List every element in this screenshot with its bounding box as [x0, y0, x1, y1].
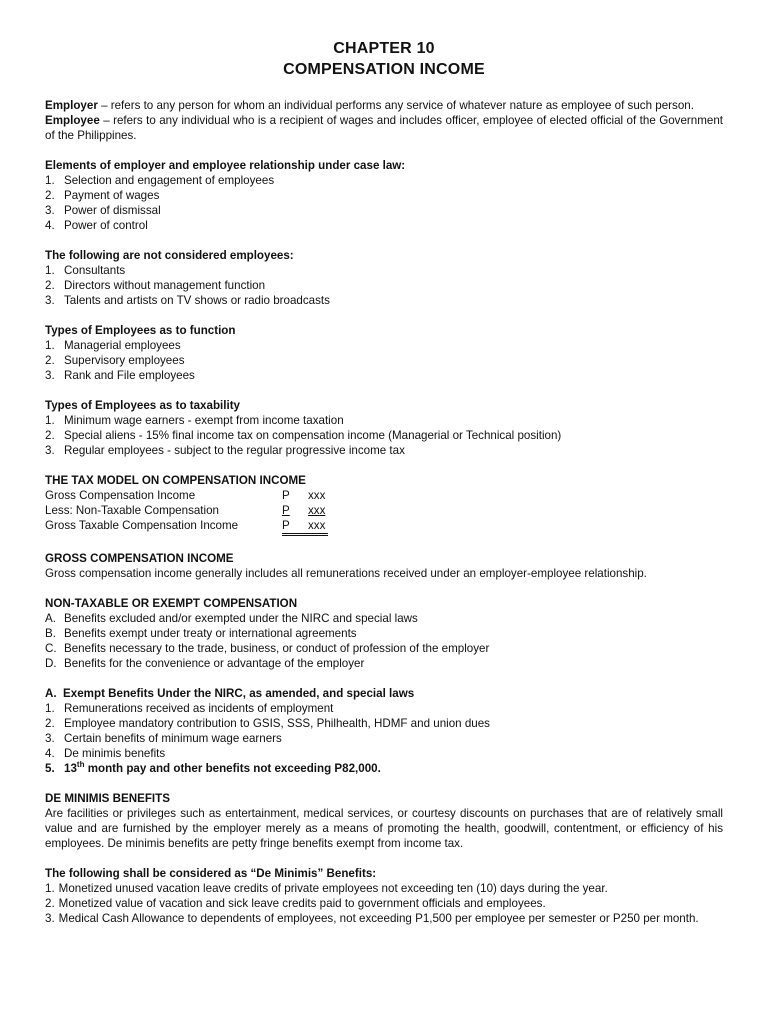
item-suffix: month pay and other benefits not exceeding P82,000.: [84, 762, 381, 775]
list-number: 2.: [45, 429, 55, 442]
list-text: Employee mandatory contribution to GSIS, SSS, Philhealth, HDMF and union dues: [64, 717, 490, 730]
list-letter: B.: [45, 627, 56, 640]
list-text: Benefits excluded and/or exempted under the NIRC and special laws: [64, 612, 418, 625]
list-number: 2.: [45, 897, 55, 910]
list-number: 1.: [45, 174, 55, 187]
list-letter: A.: [45, 612, 56, 625]
list-text: Directors without management function: [64, 279, 266, 292]
list-text: Benefits necessary to the trade, business, or conduct of profession of the employer: [64, 642, 490, 655]
section-tax-model: [45, 473, 723, 536]
not-employees-list: [45, 263, 723, 308]
chapter-header: [45, 38, 723, 80]
list-text: Benefits exempt under treaty or international agreements: [64, 627, 357, 640]
definitions: [45, 98, 723, 143]
types-taxability-list: [45, 413, 723, 458]
list-item: [45, 716, 723, 731]
list-item: [45, 428, 723, 443]
section-heading: The following shall be considered as “De Minimis” Benefits:: [45, 867, 377, 880]
list-text: Monetized value of vacation and sick leave credits paid to government officials and employees.: [58, 897, 546, 910]
row-currency-underlined: [282, 503, 308, 518]
types-function-list: [45, 338, 723, 383]
list-item: [45, 203, 723, 218]
section-heading: NON-TAXABLE OR EXEMPT COMPENSATION: [45, 597, 298, 610]
table-row: [45, 488, 328, 503]
list-text: Remunerations received as incidents of employment: [64, 702, 334, 715]
list-number: 5.: [45, 762, 55, 775]
section-non-taxable: [45, 596, 723, 671]
section-de-minimis: [45, 791, 723, 851]
section-heading: DE MINIMIS BENEFITS: [45, 792, 170, 805]
row-currency-double-underlined: P: [282, 518, 308, 535]
list-number: 4.: [45, 747, 55, 760]
list-item: [45, 746, 723, 761]
row-label: Gross Taxable Compensation Income: [45, 519, 239, 532]
section-elements: [45, 158, 723, 233]
list-text: Managerial employees: [64, 339, 181, 352]
list-number: 1.: [45, 264, 55, 277]
section-heading: [45, 686, 723, 701]
row-value-double-underlined: xxx: [308, 518, 328, 535]
elements-list: [45, 173, 723, 233]
list-text: Monetized unused vacation leave credits of private employees not exceeding ten (10) days during the year.: [58, 882, 608, 895]
list-number: 1.: [45, 882, 55, 895]
section-paragraph: Are facilities or privileges such as entertainment, medical services, or courtesy discounts on purchases that are of relatively small value and are furnished by the employer merely as a means of promoting the health, goodwill, contentment, or efficiency of his employees. De minimis benefits are petty fringe benefits exempt from income tax.: [45, 807, 723, 850]
list-item: [45, 263, 723, 278]
section-heading: GROSS COMPENSATION INCOME: [45, 552, 234, 565]
value-text: xxx: [308, 504, 326, 517]
list-number: 2.: [45, 189, 55, 202]
list-number: 3.: [45, 732, 55, 745]
item-prefix: 13: [64, 762, 77, 775]
list-text: Power of dismissal: [64, 204, 161, 217]
list-text: Payment of wages: [64, 189, 160, 202]
list-item: [45, 611, 723, 626]
list-item: [45, 413, 723, 428]
list-item: [45, 278, 723, 293]
list-item: [45, 188, 723, 203]
row-label: Gross Compensation Income: [45, 489, 196, 502]
list-item: [45, 641, 723, 656]
section-paragraph: Gross compensation income generally includes all remunerations received under an employer-employee relationship.: [45, 567, 647, 580]
list-text: Benefits for the convenience or advantage of the employer: [64, 657, 365, 670]
list-number: 2.: [45, 717, 55, 730]
list-text: De minimis benefits: [64, 747, 166, 760]
list-item: [45, 911, 723, 926]
row-currency: P: [282, 489, 290, 502]
list-text: Consultants: [64, 264, 126, 277]
list-item: [45, 656, 723, 671]
list-number: 3.: [45, 294, 55, 307]
non-taxable-list: [45, 611, 723, 671]
section-types-function: [45, 323, 723, 383]
heading-text: Exempt Benefits Under the NIRC, as amended, and special laws: [63, 687, 415, 700]
list-text: Rank and File employees: [64, 369, 195, 382]
list-item: [45, 881, 723, 896]
list-number: 1.: [45, 414, 55, 427]
list-item: [45, 626, 723, 641]
list-item: [45, 761, 723, 776]
heading-letter: A.: [45, 687, 57, 700]
list-text: Supervisory employees: [64, 354, 185, 367]
section-heading: Types of Employees as to taxability: [45, 399, 241, 412]
list-letter: C.: [45, 642, 57, 655]
section-heading: Types of Employees as to function: [45, 324, 236, 337]
list-item: [45, 701, 723, 716]
list-number: 4.: [45, 219, 55, 232]
list-item: [45, 368, 723, 383]
definition-employee-text: – refers to any individual who is a recipient of wages and includes officer, employee of elected official of the Government of the Philippines.: [45, 114, 723, 142]
list-text: Regular employees - subject to the regular progressive income tax: [64, 444, 405, 457]
list-number: 3.: [45, 444, 55, 457]
definition-employer-text: – refers to any person for whom an individual performs any service of whatever nature as employee of such person.: [97, 99, 694, 112]
item-superscript: th: [76, 760, 85, 770]
list-item: [45, 896, 723, 911]
section-types-taxability: [45, 398, 723, 458]
list-text: Selection and engagement of employees: [64, 174, 275, 187]
list-item: [45, 353, 723, 368]
list-number: 2.: [45, 354, 55, 367]
list-item: [45, 731, 723, 746]
section-not-employees: [45, 248, 723, 308]
list-item: [45, 218, 723, 233]
row-label: Less: Non-Taxable Compensation: [45, 504, 220, 517]
currency-text: P: [282, 504, 290, 517]
table-row: [45, 503, 328, 518]
definition-employer: [45, 98, 723, 113]
list-text: Certain benefits of minimum wage earners: [64, 732, 282, 745]
section-heading: Elements of employer and employee relationship under case law:: [45, 159, 406, 172]
section-heading: THE TAX MODEL ON COMPENSATION INCOME: [45, 474, 306, 487]
row-value-underlined: [308, 503, 328, 518]
list-item: [45, 293, 723, 308]
tax-model-table: [45, 488, 328, 536]
chapter-title: COMPENSATION INCOME: [283, 61, 485, 78]
term-employer: Employer: [45, 99, 98, 112]
section-heading: The following are not considered employees:: [45, 249, 294, 262]
chapter-number: CHAPTER 10: [333, 40, 435, 57]
section-exempt-benefits: [45, 686, 723, 776]
list-number: 1.: [45, 339, 55, 352]
list-text: Power of control: [64, 219, 148, 232]
list-number: 3.: [45, 204, 55, 217]
section-de-minimis-list: [45, 866, 723, 926]
row-value: xxx: [308, 489, 326, 502]
list-item: [45, 443, 723, 458]
term-employee: Employee: [45, 114, 100, 127]
table-row: [45, 518, 328, 535]
list-text: Medical Cash Allowance to dependents of employees, not exceeding P1,500 per employee per semester or P250 per month.: [58, 912, 699, 925]
list-number: 2.: [45, 279, 55, 292]
list-text: Minimum wage earners - exempt from income taxation: [64, 414, 344, 427]
section-gross-compensation: [45, 551, 723, 581]
list-number: 1.: [45, 702, 55, 715]
list-number: 3.: [45, 369, 55, 382]
list-text: Special aliens - 15% final income tax on compensation income (Managerial or Technical position): [64, 429, 562, 442]
exempt-benefits-list: [45, 701, 723, 776]
list-number: 3.: [45, 912, 55, 925]
list-item: [45, 173, 723, 188]
list-text: [64, 761, 381, 776]
definition-employee: [45, 113, 723, 143]
list-text: Talents and artists on TV shows or radio broadcasts: [64, 294, 330, 307]
list-letter: D.: [45, 657, 57, 670]
list-item: [45, 338, 723, 353]
de-minimis-list: [45, 881, 723, 926]
